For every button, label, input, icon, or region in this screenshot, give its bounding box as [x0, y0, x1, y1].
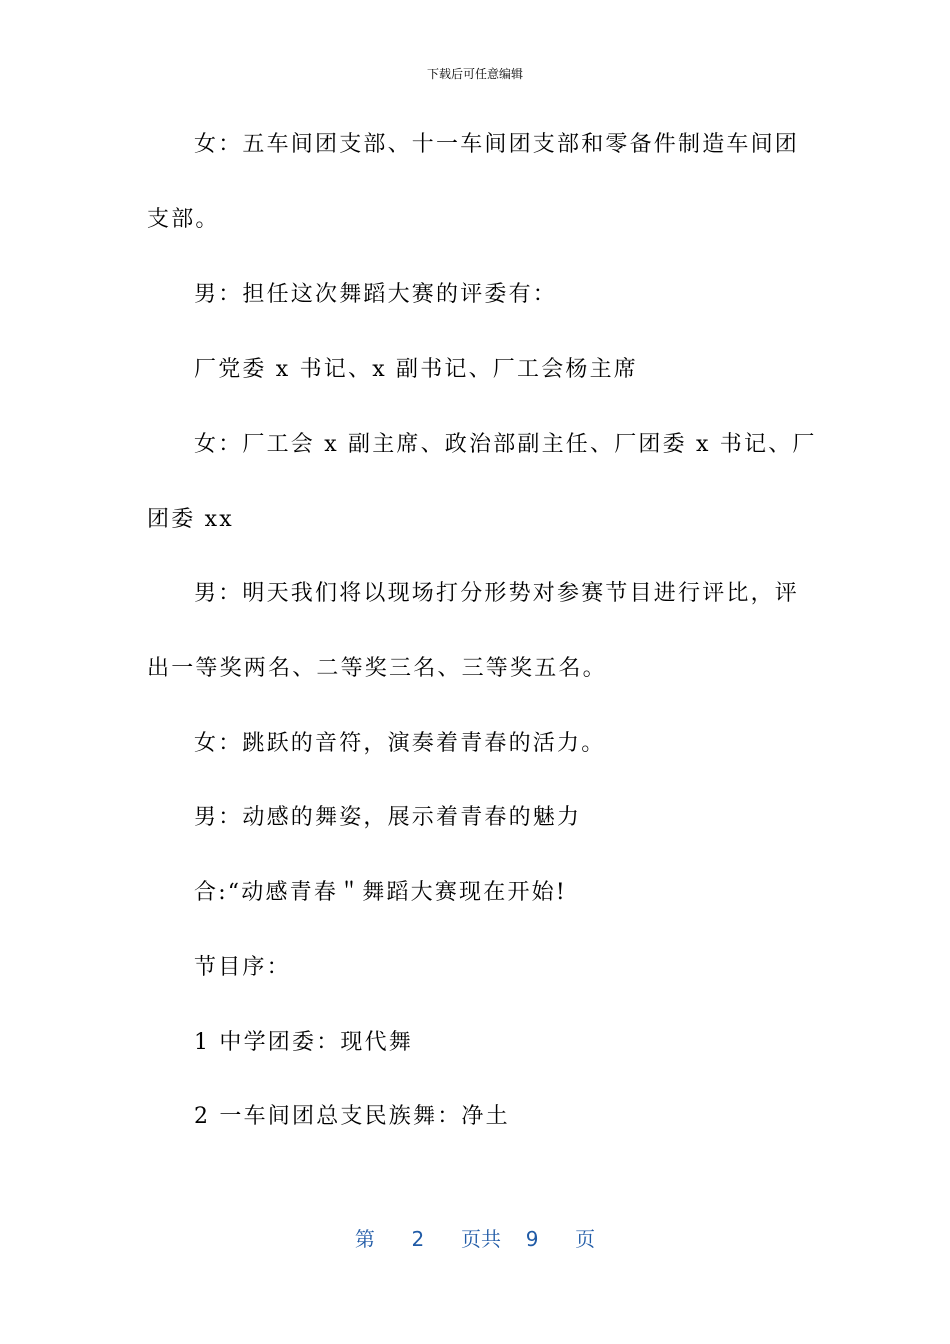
page-footer	[0, 1226, 950, 1252]
footer-middle: 页共	[461, 1227, 501, 1251]
footer-suffix: 页	[575, 1227, 596, 1251]
paragraph-line: 厂党委 x 书记、x 副书记、厂工会杨主席	[194, 357, 638, 382]
paragraph-line: 女：厂工会 x 副主席、政治部副主任、厂团委 x 书记、厂	[194, 432, 817, 457]
paragraph-line: 合:“动感青春＂舞蹈大赛现在开始!	[194, 880, 567, 905]
paragraph-line: 团委 xx	[147, 507, 234, 532]
paragraph-line: 1 中学团委：现代舞	[194, 1030, 413, 1055]
footer-prefix: 第	[354, 1227, 375, 1251]
paragraph-line: 出一等奖两名、二等奖三名、三等奖五名。	[147, 656, 607, 681]
paragraph-line: 支部。	[147, 207, 220, 232]
paragraph-line: 女：五车间团支部、十一车间团支部和零备件制造车间团	[194, 132, 800, 157]
paragraph-line: 男：担任这次舞蹈大赛的评委有：	[194, 282, 558, 307]
paragraph-line: 男：动感的舞姿，展示着青春的魅力	[194, 805, 582, 830]
paragraph-line: 节目序：	[194, 955, 291, 980]
paragraph-line: 2 一车间团总支民族舞：净土	[194, 1104, 510, 1129]
footer-total-pages: 9	[525, 1227, 539, 1251]
footer-page-number: 2	[411, 1227, 425, 1251]
page-header: 下载后可任意编辑	[426, 67, 523, 81]
paragraph-line: 女：跳跃的音符，演奏着青春的活力。	[194, 731, 606, 756]
paragraph-line: 男：明天我们将以现场打分形势对参赛节目进行评比，评	[194, 581, 800, 606]
